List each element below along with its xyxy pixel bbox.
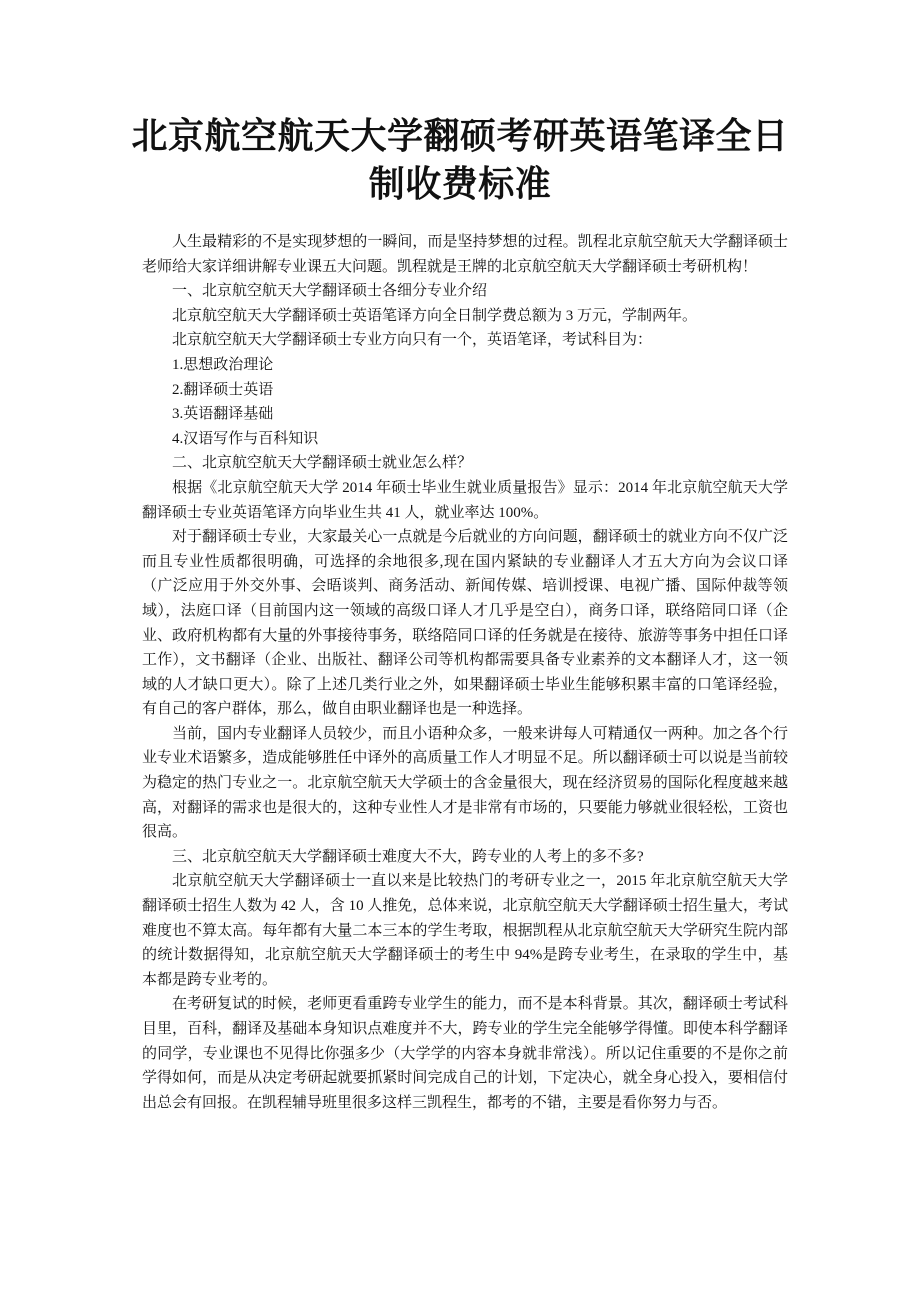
paragraph: 对于翻译硕士专业，大家最关心一点就是今后就业的方向问题，翻译硕士的就业方向不仅广泛而且专业性质都很明确，可选择的余地很多,现在国内紧缺的专业翻译人才五大方向为会议口译（广泛应用于外交外事、会晤谈判、商务活动、新闻传媒、培训授课、电视广播、国际仲裁等领域），法庭口译（目前国内这一领域的高级口译人才几乎是空白），商务口译，联络陪同口译（企业、政府机构都有大量的外事接待事务，联络陪同口译的任务就是在接待、旅游等事务中担任口译工作），文书翻译（企业、出版社、翻译公司等机构都需要具备专业素养的文本翻译人才，这一领域的人才缺口更大）。除了上述几类行业之外，如果翻译硕士毕业生能够积累丰富的口笔译经验，有自己的客户群体，那么，做自由职业翻译也是一种选择。 — [142, 529, 788, 718]
paragraph: 北京航空航天大学翻译硕士专业方向只有一个，英语笔译，考试科目为： — [172, 332, 653, 349]
list-item: 2.翻译硕士英语 — [172, 381, 274, 398]
paragraph: 当前，国内专业翻译人员较少，而且小语种众多，一般来讲每人可精通仅一两种。加之各个行业专业术语繁多，造成能够胜任中译外的高质量工作人才明显不足。所以翻译硕士可以说是当前较为稳定的热门专业之一。北京航空航天大学硕士的含金量很大，现在经济贸易的国际化程度越来越高，对翻译的需求也是很大的，这种专业性人才是非常有市场的，只要能力够就业很轻松，工资也很高。 — [142, 725, 788, 841]
list-item: 3.英语翻译基础 — [172, 406, 274, 423]
list-item: 1.思想政治理论 — [172, 356, 274, 373]
document-title: 北京航空航天大学翻硕考研英语笔译全日制收费标准 — [131, 116, 789, 204]
section-heading-2: 二、北京航空航天大学翻译硕士就业怎么样？ — [172, 455, 473, 472]
paragraph: 北京航空航天大学翻译硕士一直以来是比较热门的考研专业之一，2015 年北京航空航天大学翻译硕士招生人数为 42 人，含 10 人推免，总体来说，北京航空航天大学翻译硕士招生量大，考试难度也不算太高。每年都有大量二本三本的学生考取，根据凯程从北京航空航天大学研究生院内部的统计数据得知，北京航空航天大学翻译硕士的考生中 94%是跨专业考生，在录取的学生中，基本都是跨专业考的。 — [142, 873, 788, 988]
paragraph: 在考研复试的时候，老师更看重跨专业学生的能力，而不是本科背景。其次，翻译硕士考试科目里，百科，翻译及基础本身知识点难度并不大，跨专业的学生完全能够学得懂。即使本科学翻译的同学，专业课也不见得比你强多少（大学学的内容本身就非常浅）。所以记住重要的不是你之前学得如何，而是从决定考研起就要抓紧时间完成自己的计划，下定决心，就全身心投入，要相信付出总会有回报。在凯程辅导班里很多这样三凯程生，都考的不错，主要是看你努力与否。 — [142, 996, 788, 1111]
section-heading-1: 一、北京航空航天大学翻译硕士各细分专业介绍 — [172, 283, 488, 300]
section-heading-3: 三、北京航空航天大学翻译硕士难度大不大，跨专业的人考上的多不多? — [172, 848, 644, 865]
paragraph: 根据《北京航空航天大学 2014 年硕士毕业生就业质量报告》显示：2014 年北京航空航天大学翻译硕士专业英语笔译方向毕业生共 41 人，就业率达 100%。 — [142, 479, 788, 521]
paragraph: 北京航空航天大学翻译硕士英语笔译方向全日制学费总额为 3 万元，学制两年。 — [172, 307, 698, 324]
intro-paragraph: 人生最精彩的不是实现梦想的一瞬间，而是坚持梦想的过程。凯程北京航空航天大学翻译硕士老师给大家详细讲解专业课五大问题。凯程就是王牌的北京航空航天大学翻译硕士考研机构！ — [142, 234, 788, 275]
list-item: 4.汉语写作与百科知识 — [172, 430, 319, 447]
document-body — [142, 230, 788, 1115]
